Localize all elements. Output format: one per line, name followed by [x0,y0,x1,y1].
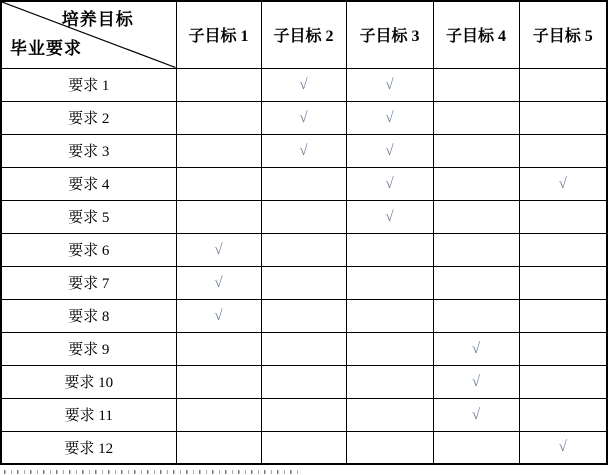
matrix-cell [433,431,519,464]
matrix-body [1,68,607,464]
matrix-cell [261,134,346,167]
check-icon: √ [385,76,394,93]
table-row [1,431,607,464]
matrix-cell [176,398,261,431]
matrix-cell [261,167,346,200]
matrix-cell [433,266,519,299]
row-label: 要求 4 [1,167,176,200]
matrix-cell [346,200,433,233]
matrix-cell [176,266,261,299]
matrix-cell [261,101,346,134]
check-icon: √ [299,142,308,159]
matrix-cell [346,299,433,332]
matrix-cell [176,101,261,134]
matrix-cell [176,233,261,266]
matrix-cell [261,365,346,398]
matrix-cell [176,167,261,200]
matrix-cell [176,134,261,167]
matrix-cell [519,134,607,167]
matrix-cell [261,431,346,464]
matrix-cell [261,398,346,431]
matrix-cell [261,68,346,101]
check-icon: √ [299,109,308,126]
row-label: 要求 11 [1,398,176,431]
row-label: 要求 6 [1,233,176,266]
matrix-cell [433,200,519,233]
matrix-cell [433,299,519,332]
row-label: 要求 8 [1,299,176,332]
check-icon: √ [471,373,481,390]
check-icon: √ [385,142,394,159]
matrix-cell [346,134,433,167]
column-header-subgoal-5: 子目标 5 [519,1,607,68]
row-label: 要求 9 [1,332,176,365]
matrix-cell [176,68,261,101]
table-row [1,398,607,431]
matrix-cell [346,398,433,431]
matrix-cell [176,299,261,332]
corner-top-label: 培养目标 [61,10,134,29]
corner-bottom-label: 毕业要求 [10,38,82,58]
table-row [1,266,607,299]
matrix-cell [176,332,261,365]
table-row [1,200,607,233]
matrix-cell [519,200,607,233]
matrix-cell [346,101,433,134]
check-icon: √ [385,109,394,126]
corner-header-cell [1,1,176,68]
matrix-cell [176,365,261,398]
column-header-subgoal-1: 子目标 1 [176,1,261,68]
table-row [1,299,607,332]
matrix-cell [346,233,433,266]
check-icon: √ [471,406,481,423]
table-row [1,332,607,365]
column-header-subgoal-4: 子目标 4 [433,1,519,68]
header-row [1,1,607,68]
matrix-cell [433,365,519,398]
check-icon: √ [385,208,394,225]
matrix-cell [176,431,261,464]
check-icon: √ [558,439,567,456]
check-icon: √ [558,175,567,192]
table-row [1,167,607,200]
matrix-cell [176,200,261,233]
matrix-cell [346,365,433,398]
matrix-cell [519,365,607,398]
row-label: 要求 12 [1,431,176,464]
table-row [1,233,607,266]
matrix-header [1,1,607,68]
matrix-cell [346,68,433,101]
matrix-cell [519,332,607,365]
matrix-cell [519,266,607,299]
matrix-cell [346,431,433,464]
matrix-cell [519,398,607,431]
matrix-cell [346,266,433,299]
column-header-subgoal-2: 子目标 2 [261,1,346,68]
cut-off-text-fragment [4,470,300,474]
matrix-cell [346,332,433,365]
check-icon: √ [214,274,223,291]
matrix-cell [519,101,607,134]
matrix-cell [433,332,519,365]
matrix-cell [261,233,346,266]
row-label: 要求 2 [1,101,176,134]
matrix-cell [433,233,519,266]
matrix-cell [433,398,519,431]
check-icon: √ [385,175,394,192]
matrix-cell [519,68,607,101]
table-row [1,68,607,101]
check-icon: √ [299,76,308,93]
matrix-cell [261,332,346,365]
matrix-cell [433,101,519,134]
matrix-cell [433,134,519,167]
matrix-cell [519,431,607,464]
check-icon: √ [471,340,481,357]
matrix-cell [519,167,607,200]
matrix-cell [433,68,519,101]
matrix-cell [519,233,607,266]
table-row [1,134,607,167]
table-row [1,101,607,134]
row-label: 要求 1 [1,68,176,101]
matrix-cell [433,167,519,200]
row-label: 要求 7 [1,266,176,299]
row-label: 要求 5 [1,200,176,233]
matrix-cell [519,299,607,332]
matrix-cell [261,299,346,332]
matrix-cell [346,167,433,200]
matrix-cell [261,266,346,299]
column-header-subgoal-3: 子目标 3 [346,1,433,68]
row-label: 要求 10 [1,365,176,398]
check-icon: √ [214,241,223,258]
table-row [1,365,607,398]
check-icon: √ [214,307,223,324]
matrix-cell [261,200,346,233]
row-label: 要求 3 [1,134,176,167]
